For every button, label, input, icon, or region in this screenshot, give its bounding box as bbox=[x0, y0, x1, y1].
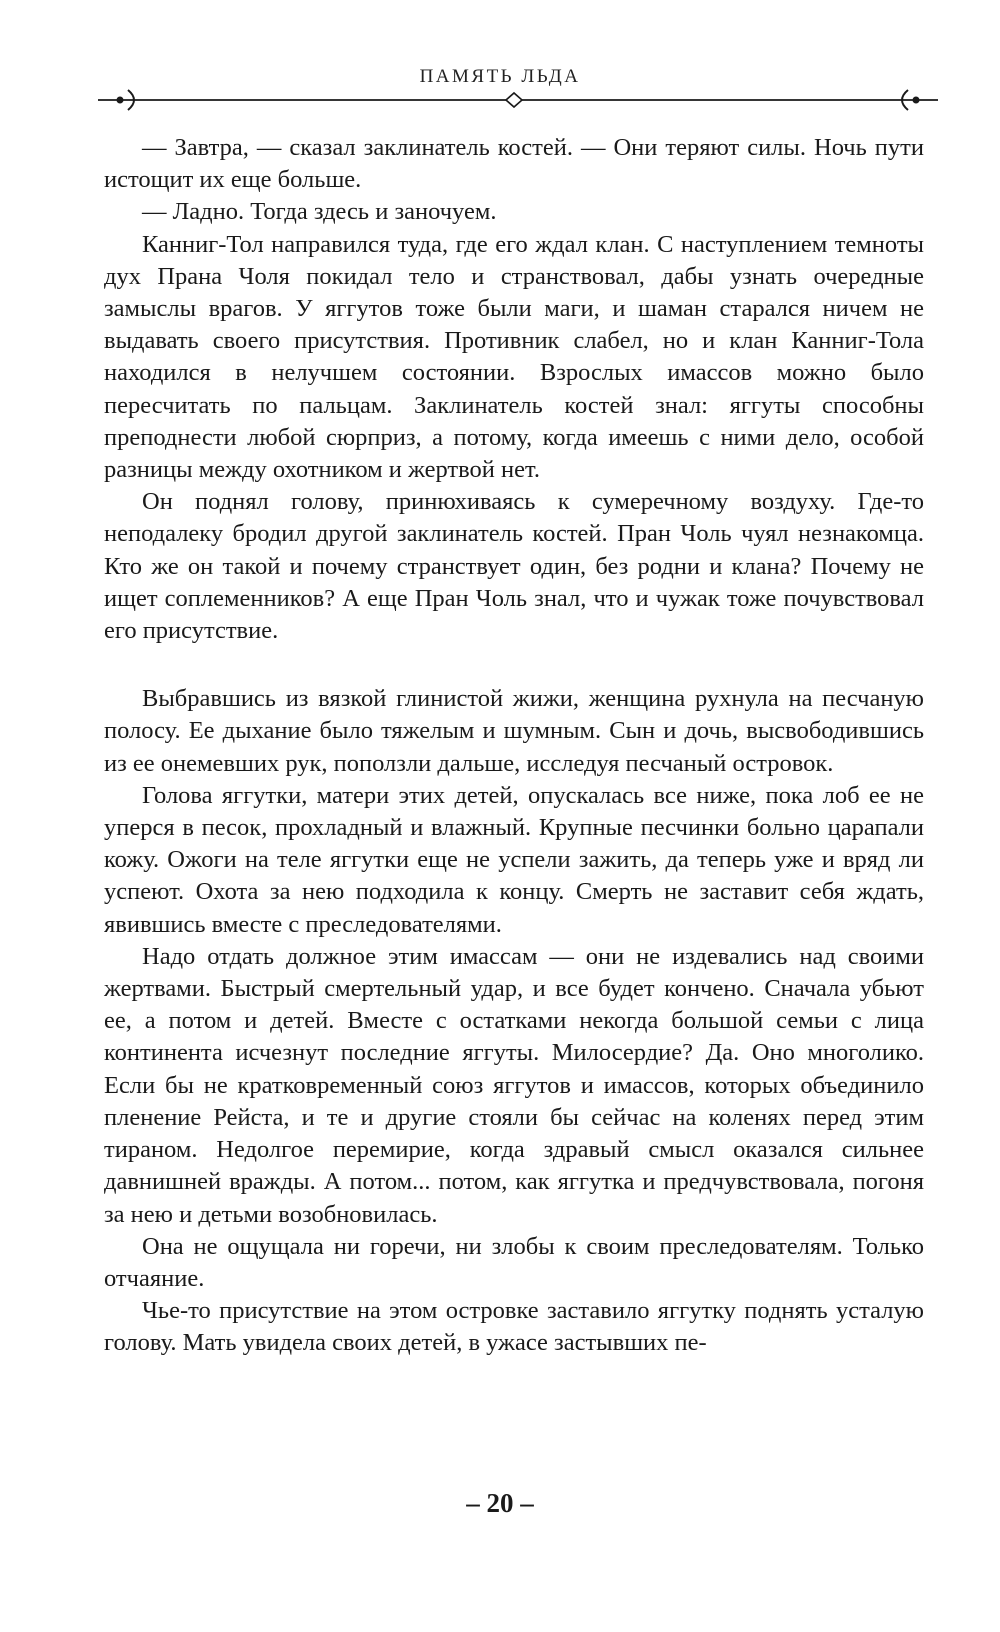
paragraph: Чье-то присутствие на этом островке заставило яггутку поднять усталую голову. Мать увидела своих детей, в ужасе застывших пе- bbox=[104, 1297, 924, 1357]
paragraph-section-start: Выбравшись из вязкой глинистой жижи, женщина рухнула на песчаную полосу. Ее дыхание было тяжелым и шумным. Сын и дочь, высвободившись из ее онемевших рук, поползли дальше, исследуя песчаный островок. bbox=[104, 685, 924, 777]
paragraph: Надо отдать должное этим имассам — они не издевались над своими жертвами. Быстрый смертельный удар, и все будет кончено. Сначала убьют ее, а потом и детей. Вместе с остатками некогда большой семьи с лица континента исчезнут последние яггуты. Милосердие? Да. Оно многолико. Если бы не кратковременный союз яггутов и имассов, которых объединило пленение Рейста, и те и другие стояли бы сейчас на коленях перед этим тираном. Недолгое перемирие, когда здравый смысл оказался сильнее давнишней вражды. А потом... потом, как яггутка и предчувствовала, погоня за нею и детьми возобновилась. bbox=[104, 942, 924, 1228]
page-number: – 20 – bbox=[466, 1488, 534, 1518]
paragraph: — Ладно. Тогда здесь и заночуем. bbox=[142, 198, 497, 226]
paragraph: Она не ощущала ни горечи, ни злобы к своим преследователям. Только отчаяние. bbox=[104, 1232, 924, 1292]
running-title: ПАМЯТЬ ЛЬДА bbox=[419, 66, 581, 87]
paragraph: Он поднял голову, принюхиваясь к сумеречному воздуху. Где-то неподалеку бродил другой заклинатель костей. Пран Чоль чуял незнакомца. Кто же он такой и почему странствует один, без родни и клана? Почему не ищет соплеменников? А еще Пран Чоль знал, что и чужак тоже почувствовал его присутствие. bbox=[104, 488, 924, 645]
header-ornament-rule bbox=[98, 86, 938, 114]
paragraph: Канниг-Тол направился туда, где его ждал клан. С наступлением темноты дух Прана Чоля покидал тело и странствовал, дабы узнать очередные замыслы врагов. У яггутов тоже были маги, и шаман старался ничем не выдавать своего присутствия. Противник слабел, но и клан Канниг-Тола находился в нелучшем состоянии. Взрослых имассов можно было пересчитать по пальцам. Заклинатель костей знал: яггуты способны преподнести любой сюрприз, а потому, когда имеешь с ними дело, особой разницы между охотником и жертвой нет. bbox=[104, 230, 924, 484]
paragraph: — Завтра, — сказал заклинатель костей. — Они теряют силы. Ночь пути истощит их еще больше. bbox=[104, 134, 924, 194]
body-text bbox=[104, 132, 924, 1360]
paragraph: Голова яггутки, матери этих детей, опускалась все ниже, пока лоб ее не уперся в песок, прохладный и влажный. Крупные песчинки больно царапали кожу. Ожоги на теле яггутки еще не успели зажить, да теперь уже и вряд ли успеют. Охота за нею подходила к концу. Смерть не заставит себя ждать, явившись вместе с преследователями. bbox=[104, 781, 924, 938]
